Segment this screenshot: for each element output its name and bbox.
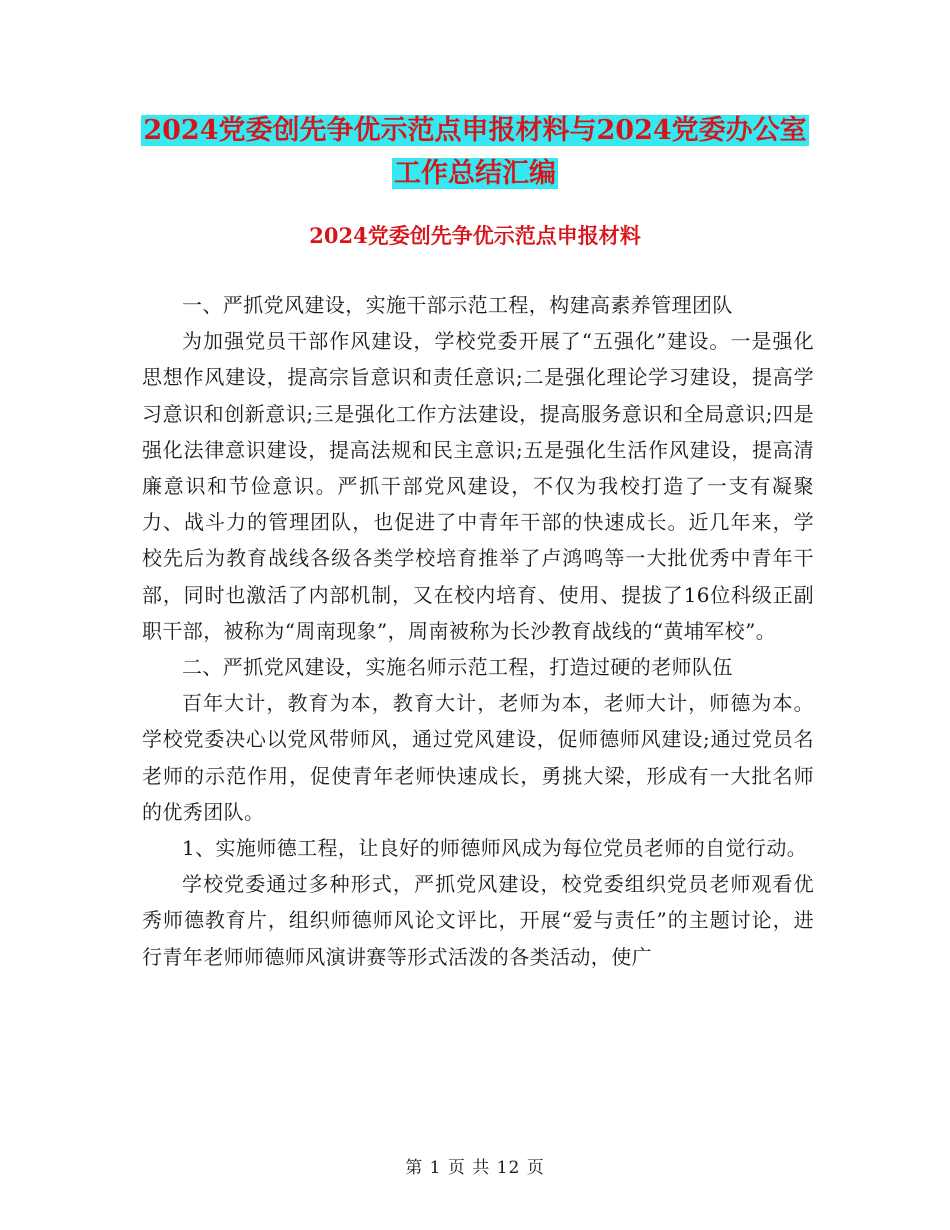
page-number-footer: 第 1 页 共 12 页 (405, 1158, 545, 1178)
paragraph-subheading-1: 1、实施师德工程，让良好的师德师风成为每位党员老师的自觉行动。 (182, 836, 808, 861)
section-title: 2024党委创先争优示范点申报材料 (309, 223, 641, 248)
paragraph: 学校党委通过多种形式，严抓党风建设，校党委组织党员老师观看优秀师德教育片，组织师德师风论文评比，开展“爱与责任”的主题讨论，进行青年老师师德师风演讲赛等形式活泼的各类活动，使广 (142, 872, 814, 969)
document-title-line-2 (0, 152, 950, 196)
document-title-line-1 (0, 109, 950, 153)
paragraph-heading-2: 二、严抓党风建设，实施名师示范工程，打造过硬的老师队伍 (182, 655, 733, 680)
document-title-text-1: 2024党委创先争优示范点申报材料与2024党委办公室 (143, 115, 807, 146)
paragraph: 百年大计，教育为本，教育大计，老师为本，老师大计，师德为本。学校党委决心以党风带师风，通过党风建设，促师德师风建设;通过党员名老师的示范作用，促使青年老师快速成长，勇挑大梁，形成有一大批名师的优秀团队。 (142, 691, 814, 824)
document-title-text-2: 工作总结汇编 (394, 158, 556, 189)
document-body (142, 287, 814, 975)
paragraph-heading-1: 一、严抓党风建设，实施干部示范工程，构建高素养管理团队 (182, 293, 733, 317)
paragraph: 为加强党员干部作风建设，学校党委开展了“五强化”建设。一是强化思想作风建设，提高宗旨意识和责任意识;二是强化理论学习建设，提高学习意识和创新意识;三是强化工作方法建设，提高服务意识和全局意识;四是强化法律意识建设，提高法规和民主意识;五是强化生活作风建设，提高清廉意识和节俭意识。严抓干部党风建设，不仅为我校打造了一支有凝聚力、战斗力的管理团队，也促进了中青年干部的快速成长。近几年来，学校先后为教育战线各级各类学校培育推举了卢鸿鸣等一大批优秀中青年干部，同时也激活了内部机制，又在校内培育、使用、提拔了16位科级正副职干部，被称为“周南现象”，周南被称为长沙教育战线的“黄埔军校”。 (142, 329, 814, 643)
